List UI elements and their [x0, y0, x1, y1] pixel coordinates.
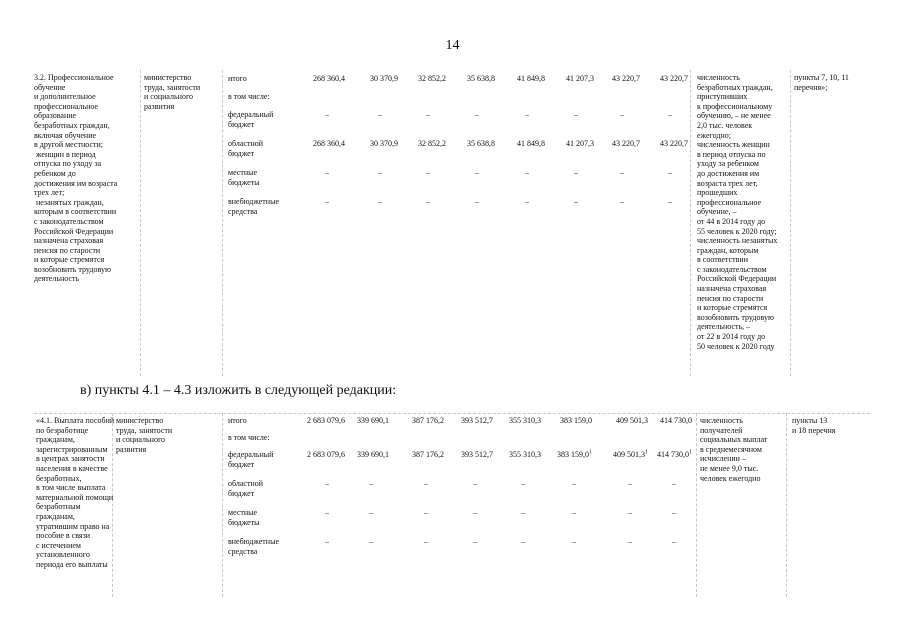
- activity-line: установленного: [36, 550, 90, 560]
- activity-line: включая обучение: [34, 130, 97, 140]
- indicator-line: социальных выплат: [700, 435, 768, 445]
- funding-value: 387 176,2: [412, 416, 444, 425]
- funding-value: 383 159,0: [557, 450, 589, 459]
- funding-value-cell: [419, 479, 433, 489]
- program-table-section-4-1: [0, 413, 905, 603]
- indicator-line: Российской Федерации: [697, 274, 777, 284]
- funding-value: 414 730,0: [660, 416, 692, 425]
- funding-value-cell: [320, 168, 334, 178]
- indicator-line: в период отпуска по: [697, 149, 766, 159]
- funding-value-cell: [516, 508, 530, 518]
- funding-value: –: [426, 197, 430, 206]
- indicator-line: пенсия по старости: [697, 293, 764, 303]
- funding-value: –: [378, 168, 382, 177]
- funding-value: 41 207,3: [566, 139, 594, 148]
- funding-value-cell: [470, 110, 484, 120]
- funding-value: –: [668, 168, 672, 177]
- funding-value: –: [325, 508, 329, 517]
- funding-source-label: в том числе:: [228, 433, 270, 442]
- activity-line: образование: [34, 111, 77, 121]
- activity-line: которым в соответствии: [34, 207, 117, 217]
- indicator-line: исчислении –: [700, 454, 746, 464]
- funding-value-cell: [520, 197, 534, 207]
- activity-line: гражданам,: [36, 511, 75, 521]
- funding-source-label: средства: [228, 546, 258, 556]
- funding-value-cell: [567, 479, 581, 489]
- page-number: 14: [445, 38, 460, 53]
- funding-value: 35 638,8: [467, 74, 495, 83]
- funding-value-cell: [373, 110, 387, 120]
- funding-value: –: [672, 479, 676, 488]
- indicator-line: к профессиональному: [697, 101, 773, 111]
- reference-line: и 18 перечня: [792, 425, 836, 435]
- funding-value: –: [668, 110, 672, 119]
- funding-value: –: [521, 508, 525, 517]
- funding-value: –: [574, 110, 578, 119]
- funding-value-cell: [373, 168, 387, 178]
- activity-description: [36, 416, 114, 570]
- funding-value-cell: [532, 416, 592, 426]
- funding-value-cell: [364, 537, 378, 547]
- activity-line: незанятых граждан,: [34, 197, 104, 207]
- indicator-line: в среднемесячном: [700, 444, 762, 454]
- funding-value-cell: [663, 197, 677, 207]
- indicator-line: деятельность, –: [697, 322, 751, 332]
- funding-value-cell: [623, 537, 637, 547]
- funding-value-cell: [632, 416, 692, 426]
- activity-line: профессиональное: [34, 101, 99, 111]
- funding-value: –: [473, 479, 477, 488]
- funding-value: 409 501,3: [616, 416, 648, 425]
- reference-line: перечня»;: [794, 82, 828, 92]
- funding-value-cell: [320, 479, 334, 489]
- activity-line: с истечением: [36, 540, 81, 550]
- column-divider: [690, 70, 691, 376]
- executor-line: развития: [116, 444, 147, 454]
- activity-description: [34, 73, 117, 284]
- indicator-line: 2,0 тыс. человек: [697, 120, 753, 130]
- funding-value-cell: [470, 197, 484, 207]
- reference-line: пункты 7, 10, 11: [794, 73, 849, 82]
- indicator-line: возраста трех лет,: [697, 178, 758, 188]
- activity-line: в центрах занятости: [36, 454, 105, 464]
- funding-source-label: итого: [228, 416, 247, 425]
- funding-source-label: в том числе:: [228, 92, 270, 101]
- activity-line: Российской Федерации: [34, 226, 114, 236]
- column-divider: [696, 413, 697, 597]
- funding-value-cell: [628, 74, 688, 84]
- activity-line: пенсия по старости: [34, 245, 101, 255]
- activity-line: достижения им возраста: [34, 178, 118, 188]
- executor-line: министерство: [116, 416, 164, 425]
- funding-value: –: [620, 168, 624, 177]
- funding-source-label: средства: [228, 206, 258, 216]
- activity-line: по безработице: [36, 425, 89, 435]
- executor-line: развития: [144, 101, 175, 111]
- funding-value-cell: [320, 110, 334, 120]
- funding-value: –: [672, 537, 676, 546]
- funding-value: –: [475, 197, 479, 206]
- funding-value: 32 852,2: [418, 139, 446, 148]
- funding-value-cell: [615, 168, 629, 178]
- funding-value-cell: [663, 110, 677, 120]
- funding-value-cell: [421, 168, 435, 178]
- funding-value-cell: [569, 110, 583, 120]
- funding-value-cell: [520, 168, 534, 178]
- funding-source-label: внебюджетные: [228, 537, 279, 546]
- activity-line: деятельность: [34, 274, 80, 284]
- funding-value: –: [525, 197, 529, 206]
- funding-value: 383 159,0: [560, 416, 592, 425]
- funding-value-cell: [285, 139, 345, 149]
- funding-value: 43 220,7: [660, 139, 688, 148]
- funding-source-label: итого: [228, 74, 247, 83]
- funding-value-cell: [532, 450, 592, 460]
- funding-value: –: [378, 197, 382, 206]
- indicator-line: безработных граждан,: [697, 82, 773, 92]
- funding-value: –: [369, 479, 373, 488]
- funding-value: –: [426, 110, 430, 119]
- indicator-line: приступивших: [697, 92, 748, 102]
- funding-source-label: областной: [228, 479, 264, 488]
- funding-value-cell: [667, 537, 681, 547]
- activity-line: отпуска по уходу за: [34, 159, 102, 169]
- executor-line: и социального: [144, 92, 194, 102]
- funding-source-label: областной: [228, 139, 264, 148]
- funding-value: –: [525, 168, 529, 177]
- activity-line: «4.1. Выплата пособий: [36, 416, 115, 425]
- funding-value-cell: [567, 508, 581, 518]
- funding-value: –: [572, 479, 576, 488]
- reference-line: пункты 13: [792, 416, 828, 425]
- funding-value: –: [672, 508, 676, 517]
- funding-value: –: [473, 508, 477, 517]
- indicator-line: с законодательством: [697, 264, 767, 274]
- funding-value: –: [574, 197, 578, 206]
- column-divider: [790, 70, 791, 376]
- activity-line: с законодательством: [34, 216, 104, 226]
- funding-source-label: внебюджетные: [228, 197, 279, 206]
- funding-value: –: [424, 479, 428, 488]
- funding-value: –: [473, 537, 477, 546]
- funding-value-cell: [468, 508, 482, 518]
- funding-value: –: [628, 479, 632, 488]
- funding-value: –: [424, 508, 428, 517]
- funding-value-cell: [623, 508, 637, 518]
- funding-value-cell: [628, 139, 688, 149]
- funding-value: 30 370,9: [370, 139, 398, 148]
- target-indicators: [697, 73, 777, 351]
- funding-value-cell: [516, 537, 530, 547]
- funding-value-cell: [320, 197, 334, 207]
- target-indicators: [700, 416, 767, 483]
- funding-source-label: местные: [228, 508, 258, 517]
- funding-value: 30 370,9: [370, 74, 398, 83]
- indicator-line: численность: [700, 416, 743, 425]
- funding-source-label: бюджеты: [228, 177, 260, 187]
- funding-value-cell: [567, 537, 581, 547]
- indicator-line: уходу за ребенком: [697, 159, 759, 169]
- funding-value: 43 220,7: [612, 74, 640, 83]
- funding-value: 409 501,3: [613, 450, 645, 459]
- indicator-line: ежегодно;: [697, 130, 731, 140]
- funding-source-label: федеральный: [228, 110, 274, 119]
- funding-value-cell: [364, 479, 378, 489]
- funding-value: –: [628, 508, 632, 517]
- indicator-line: численность незанятых: [697, 236, 778, 246]
- funding-source-label: местные: [228, 168, 258, 177]
- activity-line: утратившим право на: [36, 521, 110, 531]
- funding-value: 32 852,2: [418, 74, 446, 83]
- funding-value-cell: [470, 168, 484, 178]
- activity-line: зарегистрированным: [36, 444, 108, 454]
- activity-line: в том числе выплата: [36, 483, 106, 493]
- indicator-line: прошедших: [697, 188, 738, 198]
- indicator-line: численность женщин: [697, 140, 770, 150]
- funding-value: 339 690,1: [357, 450, 389, 459]
- funding-value: –: [668, 197, 672, 206]
- funding-value: –: [369, 508, 373, 517]
- funding-source-label: бюджеты: [228, 517, 260, 527]
- indicator-line: до достижения им: [697, 168, 760, 178]
- activity-line: и которые стремятся: [34, 255, 105, 265]
- funding-value: –: [325, 110, 329, 119]
- funding-source-label: бюджет: [228, 148, 255, 158]
- funding-value: –: [475, 110, 479, 119]
- indicator-line: назначена страховая: [697, 284, 767, 294]
- indicator-line: от 44 в 2014 году до: [697, 216, 766, 226]
- activity-line: материальной помощи: [36, 492, 114, 502]
- executor-line: и социального: [116, 435, 166, 445]
- funding-source-label: федеральный: [228, 450, 274, 459]
- funding-value: 387 176,2: [412, 450, 444, 459]
- funding-value-cell: [615, 110, 629, 120]
- executor-line: министерство: [144, 73, 192, 82]
- funding-source-label: бюджет: [228, 459, 255, 469]
- funding-value-cell: [329, 416, 389, 426]
- activity-line: населения в качестве: [36, 463, 108, 473]
- table-top-border: [34, 413, 870, 414]
- indicator-line: численность: [697, 73, 740, 82]
- activity-line: безработных граждан,: [34, 120, 110, 130]
- indicator-line: 50 человек к 2020 году: [697, 341, 775, 351]
- funding-value: 41 849,8: [517, 139, 545, 148]
- funding-value-cell: [516, 479, 530, 489]
- footnote-marker: 1: [589, 449, 592, 456]
- activity-line: и дополнительное: [34, 92, 96, 102]
- funding-value: –: [572, 508, 576, 517]
- activity-line: периода его выплаты: [36, 559, 108, 569]
- indicator-line: возобновить трудовую: [697, 312, 774, 322]
- funding-value-cell: [623, 479, 637, 489]
- indicator-line: не менее 9,0 тыс.: [700, 463, 759, 473]
- funding-value-cell: [419, 537, 433, 547]
- column-divider: [140, 70, 141, 376]
- funding-value: –: [525, 110, 529, 119]
- funding-value-cell: [520, 110, 534, 120]
- executor-name: [144, 73, 200, 111]
- activity-line: безработным: [36, 502, 81, 512]
- column-divider: [222, 413, 223, 597]
- funding-value-cell: [667, 479, 681, 489]
- funding-value: –: [475, 168, 479, 177]
- funding-value: –: [424, 537, 428, 546]
- funding-source-label: бюджет: [228, 488, 255, 498]
- funding-value: 43 220,7: [660, 74, 688, 83]
- funding-value: 2 683 079,6: [307, 416, 345, 425]
- indicator-line: в соответствии: [697, 255, 748, 265]
- funding-value: 43 220,7: [612, 139, 640, 148]
- indicator-line: человек ежегодно: [700, 473, 761, 483]
- funding-value-cell: [615, 197, 629, 207]
- indicator-line: граждан, которым: [697, 245, 759, 255]
- funding-value: –: [628, 537, 632, 546]
- activity-line: гражданам,: [36, 435, 75, 445]
- funding-value-cell: [285, 74, 345, 84]
- column-divider: [222, 70, 223, 376]
- activity-line: женщин в период: [34, 149, 96, 159]
- activity-line: пособие в связи: [36, 531, 91, 541]
- funding-value-cell: [421, 197, 435, 207]
- funding-value: –: [325, 197, 329, 206]
- funding-value: –: [620, 110, 624, 119]
- activity-line: возобновить трудовую: [34, 264, 111, 274]
- funding-value-cell: [419, 508, 433, 518]
- activity-line: назначена страховая: [34, 236, 104, 246]
- activity-line: трех лет;: [34, 188, 65, 198]
- funding-value-cell: [569, 168, 583, 178]
- funding-value: 355 310,3: [509, 416, 541, 425]
- activity-line: 3.2. Профессиональное: [34, 73, 114, 82]
- funding-value-cell: [569, 197, 583, 207]
- activity-line: безработных,: [36, 473, 82, 483]
- funding-source-label: бюджет: [228, 119, 255, 129]
- funding-value-cell: [320, 508, 334, 518]
- program-table-section-3-2: [0, 70, 905, 380]
- funding-value: –: [426, 168, 430, 177]
- footnote-marker: 1: [645, 449, 648, 456]
- funding-value: –: [378, 110, 382, 119]
- funding-value: 268 360,4: [313, 74, 345, 83]
- funding-value-cell: [468, 479, 482, 489]
- funding-value: 41 207,3: [566, 74, 594, 83]
- executor-line: труда, занятости: [116, 425, 173, 435]
- activity-line: обучение: [34, 82, 66, 92]
- funding-value: 2 683 079,6: [307, 450, 345, 459]
- indicator-line: 55 человек к 2020 году;: [697, 226, 777, 236]
- funding-value: 393 512,7: [461, 450, 493, 459]
- funding-value-cell: [421, 110, 435, 120]
- funding-value-cell: [468, 537, 482, 547]
- indicator-line: обучению, – не менее: [697, 111, 771, 121]
- amendment-subheading: в) пункты 4.1 – 4.3 изложить в следующей редакции:: [80, 383, 397, 398]
- funding-value: 393 512,7: [461, 416, 493, 425]
- indicator-line: профессиональное: [697, 197, 762, 207]
- funding-value: –: [325, 537, 329, 546]
- executor-line: труда, занятости: [144, 82, 201, 92]
- funding-value: –: [574, 168, 578, 177]
- indicator-line: от 22 в 2014 году до: [697, 332, 766, 342]
- reference-items: [794, 73, 849, 92]
- funding-value: 268 360,4: [313, 139, 345, 148]
- executor-name: [116, 416, 172, 454]
- activity-line: ребенком до: [34, 168, 76, 178]
- funding-value: –: [325, 479, 329, 488]
- reference-items: [792, 416, 835, 435]
- indicator-line: получателей: [700, 425, 743, 435]
- funding-value: –: [620, 197, 624, 206]
- funding-value: –: [521, 537, 525, 546]
- funding-value-cell: [663, 168, 677, 178]
- funding-value: –: [572, 537, 576, 546]
- funding-value-cell: [329, 450, 389, 460]
- funding-value-cell: [632, 450, 692, 460]
- funding-value: 35 638,8: [467, 139, 495, 148]
- funding-value: 414 730,0: [657, 450, 689, 459]
- funding-value: –: [369, 537, 373, 546]
- funding-value: –: [521, 479, 525, 488]
- funding-value-cell: [364, 508, 378, 518]
- funding-value: 355 310,3: [509, 450, 541, 459]
- funding-value-cell: [320, 537, 334, 547]
- indicator-line: и которые стремятся: [697, 303, 768, 313]
- activity-line: в другой местности;: [34, 140, 103, 150]
- funding-value: 41 849,8: [517, 74, 545, 83]
- funding-value: –: [325, 168, 329, 177]
- footnote-marker: 1: [689, 449, 692, 456]
- column-divider: [786, 413, 787, 597]
- funding-value-cell: [373, 197, 387, 207]
- funding-value: 339 690,1: [357, 416, 389, 425]
- indicator-line: обучение, –: [697, 207, 737, 217]
- funding-value-cell: [667, 508, 681, 518]
